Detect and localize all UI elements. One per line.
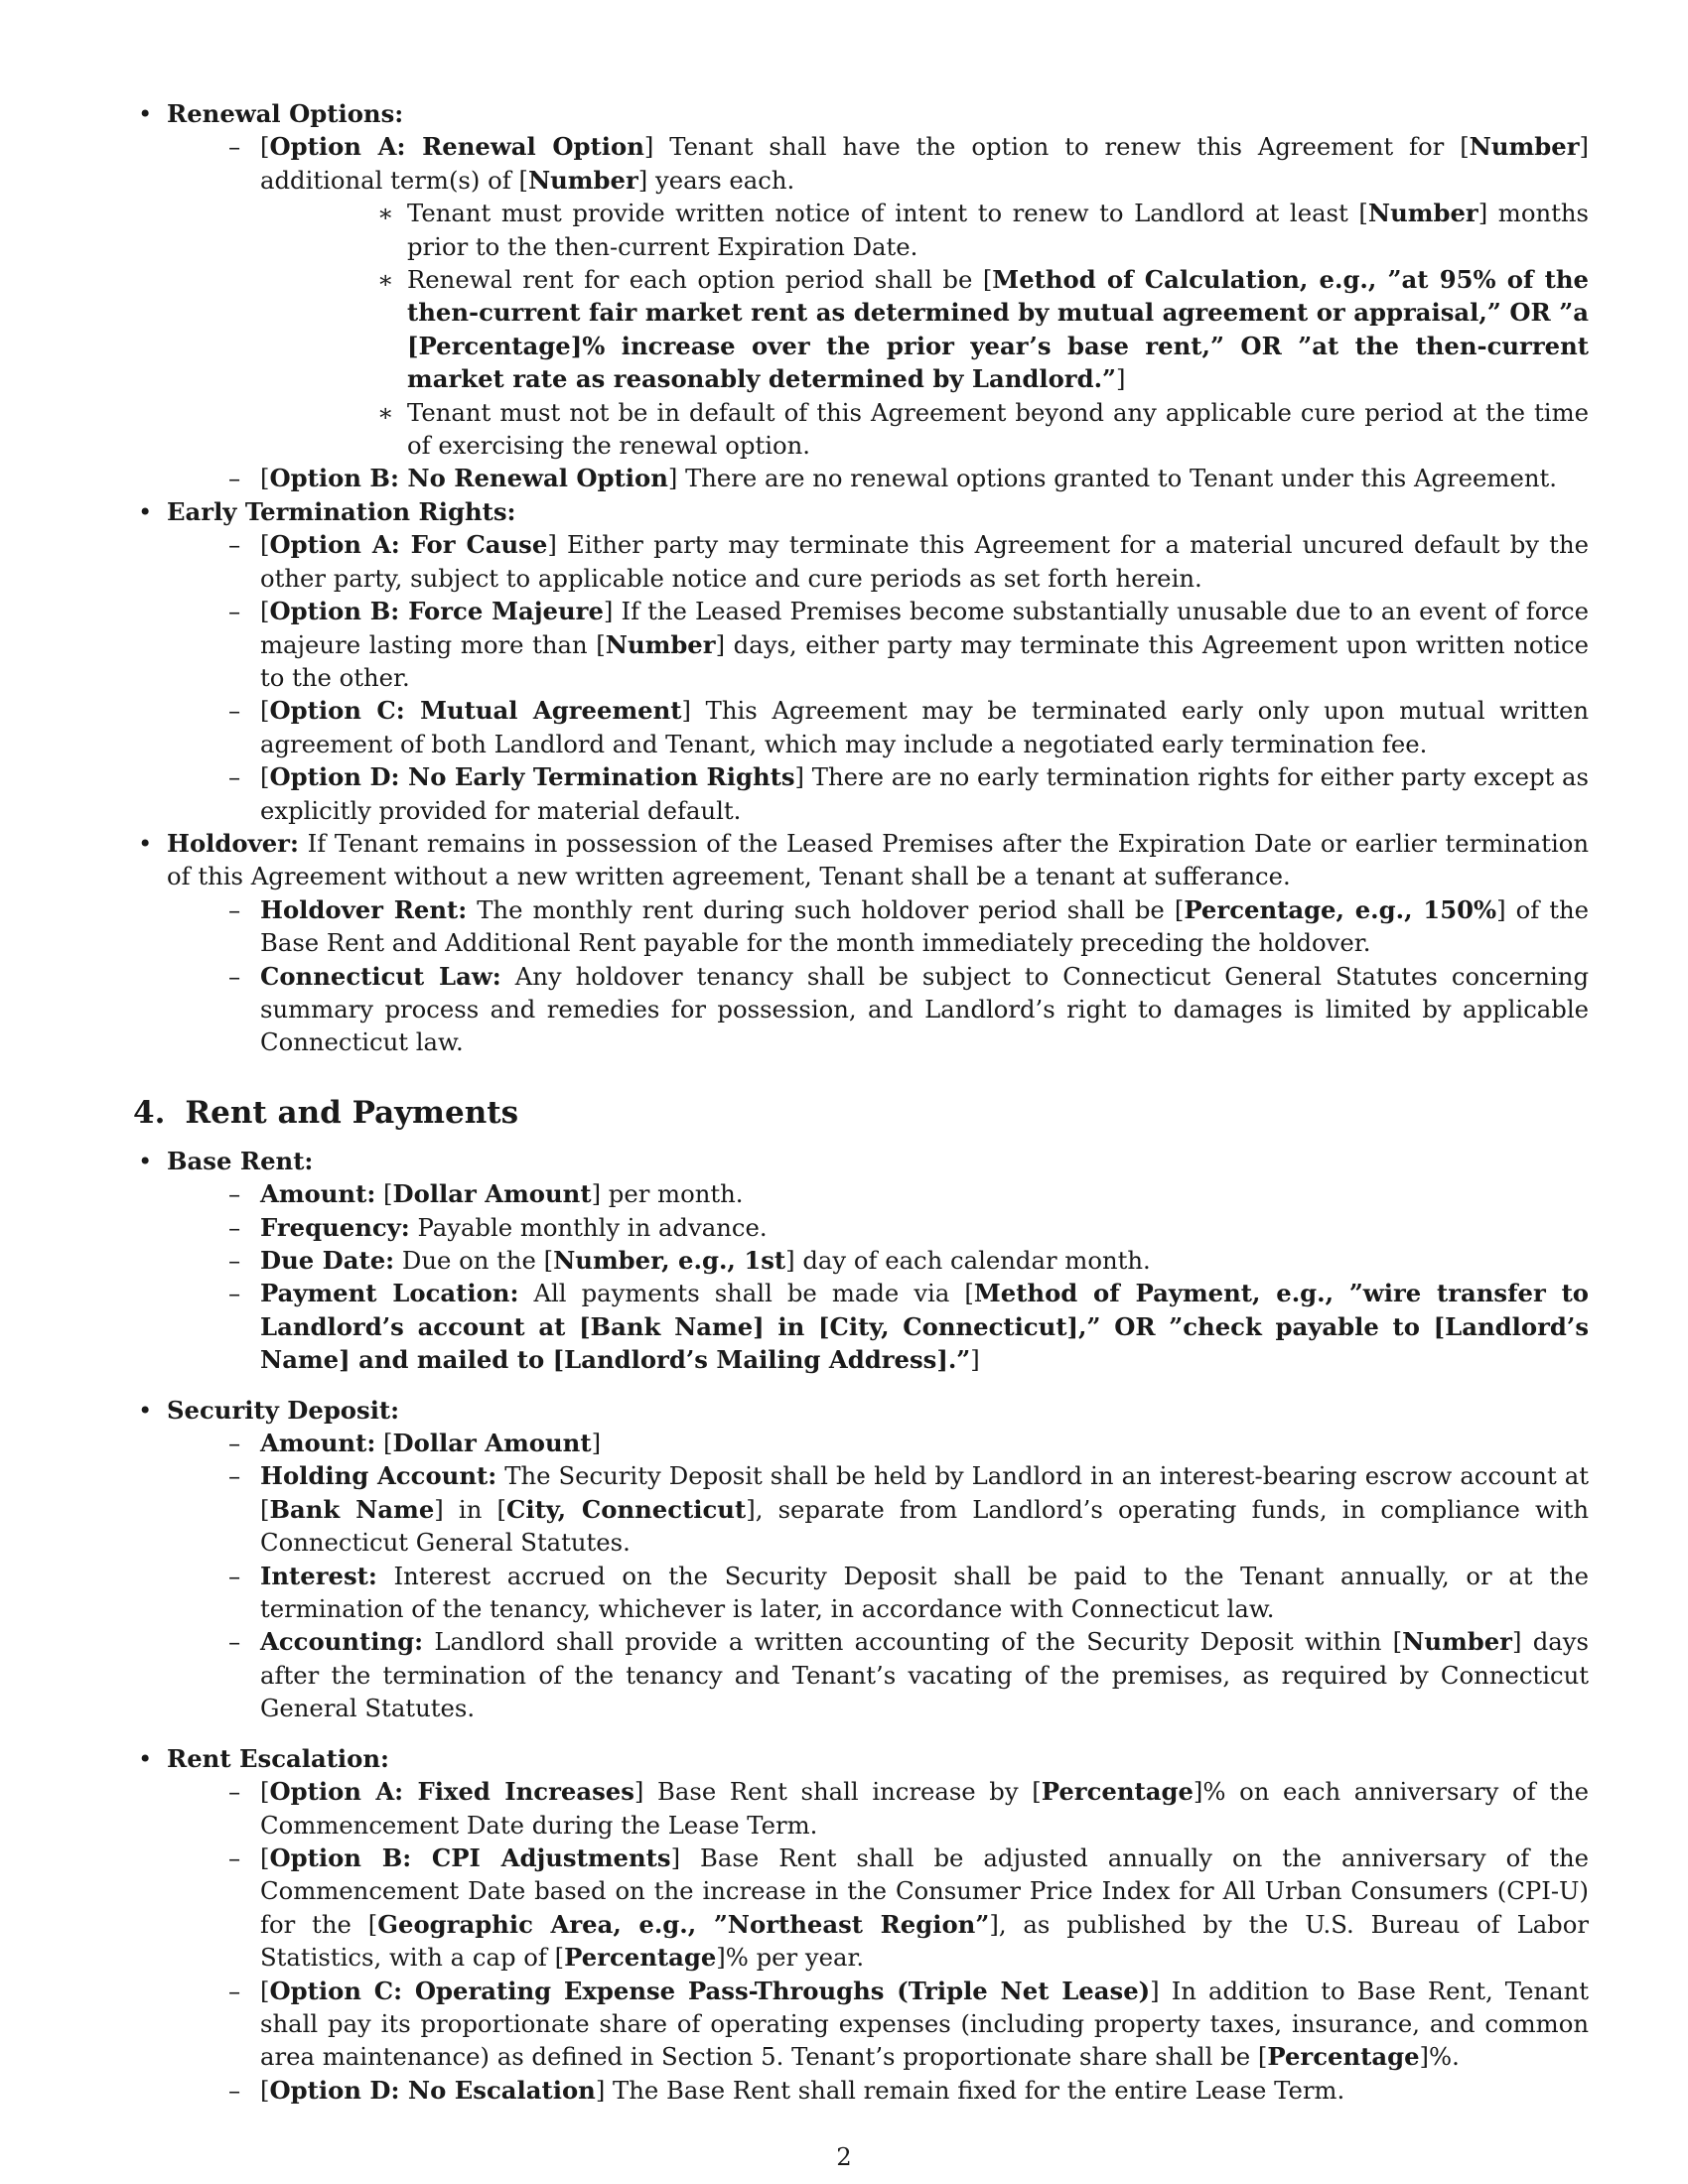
item-label: Interest:: [260, 1561, 377, 1590]
connecticut-law-item: [167, 960, 1589, 1059]
bullet-icon: •: [138, 1146, 153, 1175]
security-deposit-item: [133, 1394, 1589, 1725]
dash-icon: –: [228, 696, 241, 726]
placeholder: Percentage: [1267, 2042, 1420, 2072]
early-termination-list: [167, 528, 1589, 827]
option-label: Option A: Renewal Option: [269, 132, 644, 162]
text: years each.: [647, 165, 795, 195]
bullet-icon: •: [138, 1395, 153, 1425]
escalation-option-d: – [Option D: No Escalation] The Base Rent shall remain fixed for the entire Lease Term.: [167, 2074, 1589, 2107]
placeholder: Percentage: [1041, 1777, 1194, 1807]
text: Tenant must provide written notice of intent to renew to Landlord at least: [407, 199, 1359, 228]
renewal-rent-item: ∗ Renewal rent for each option period shall be [Method of Calculation, e.g., ”at 95% of the then-current fair market rent as determined by mutual agreement or appraisal,” OR ”a [Percentage]% increase over the prior year’s base rent,” OR ”at the then-current market rate as reasonably determined by Landlord.”]: [377, 265, 1589, 394]
text: All payments shall be made via: [518, 1279, 965, 1308]
text: The Security Deposit shall be held by Landlord in an interest-bearing escrow account at: [496, 1461, 1589, 1491]
option-label: Option B: CPI Adjustments: [269, 1843, 671, 1872]
text: Tenant must not be in default of this Agreement beyond any applicable cure period at the time of exercising the renewal option.: [407, 397, 1589, 461]
text: Due on the: [394, 1246, 544, 1275]
escalation-option-c: – [Option C: Operating Expense Pass-Throughs (Triple Net Lease)] In addition to Base Rent, Tenant shall pay its proportionate share of operating expenses (including property taxes, insurance, and common area maintenance) as defined in Section 5. Tenant’s proportionate share shall be [Percentage]%.: [228, 1976, 1589, 2072]
dash-icon: –: [228, 1843, 241, 1872]
text: There are no early termination rights for either party except as explicitly provided for material default.: [260, 762, 1589, 825]
option-label: Option B: Force Majeure: [269, 597, 604, 626]
dash-icon: –: [228, 1246, 241, 1275]
dash-icon: –: [228, 1461, 241, 1491]
option-label: Option A: Fixed Increases: [269, 1777, 634, 1807]
text: days after the termination of the tenancy and Tenant’s vacating of the premises, as required by Connecticut General Statutes.: [260, 1627, 1589, 1723]
rent-escalation-list: [167, 1775, 1589, 2107]
item-label: Due Date:: [260, 1246, 395, 1275]
dash-icon: –: [228, 2075, 241, 2105]
text: per year.: [748, 1943, 865, 1973]
item-label: Payment Location:: [260, 1279, 519, 1308]
text: on each anniversary of the Commencement Date during the Lease Term.: [260, 1777, 1590, 1840]
base-rent-frequency: [167, 1211, 1589, 1244]
item-label: Frequency:: [260, 1212, 410, 1242]
dash-icon: –: [228, 132, 241, 162]
page-content: [133, 97, 1589, 2107]
placeholder: Method of Calculation, e.g., ”at 95% of the then-current fair market rent as determined by mutual agreement or appraisal,” OR ”a [Percentage]% increase over the prior year’s base rent,” OR ”at the then-current market rate as reasonably determined by Landlord.”: [407, 265, 1589, 394]
text: Renewal rent for each option period shall be: [407, 265, 983, 295]
security-deposit-list: [167, 1427, 1589, 1725]
text: If Tenant remains in possession of the Leased Premises after the Expiration Date or earlier termination of this Agreement without a new written agreement, Tenant shall be a tenant at sufferance.: [167, 828, 1589, 891]
section-number: 4.: [133, 1094, 166, 1131]
item-label: Amount:: [260, 1179, 376, 1209]
escalation-option-a: – [Option A: Fixed Increases] Base Rent shall increase by [Percentage]% on each anniversary of the Commencement Date during the Lease Term.: [228, 1777, 1590, 1840]
text: of the Base Rent and Additional Rent payable for the month immediately preceding the holdover.: [260, 894, 1590, 958]
text: Base Rent shall be adjusted annually on the anniversary of the Commencement Date based on the increase in the Consumer Price Index for All Urban Consumers (CPI-U) for the: [260, 1843, 1590, 1939]
bullet-icon: •: [138, 496, 153, 526]
holdover-rent-item: – Holdover Rent: The monthly rent during such holdover period shall be [Percentage, e.g., 150%] of the Base Rent and Additional Rent payable for the month immediately preceding the holdover.: [228, 894, 1590, 958]
renewal-option-a: – [Option A: Renewal Option] Tenant shall have the option to renew this Agreement for [Number] additional term(s) of [Number] years each. ∗ Tenant must provide written notice of intent to renew to Landlord at least [Number] months prior to the then-current Expiration Date. ∗ Renewal rent for each option period shall be [Method of Calculation, e.g., ”at 95% of the then-current fair market rent as determined by mutual agreement or appraisal,” OR ”a [Percentage]% increase over the prior year’s base rent,” OR ”at the then-current market rate as reasonably determined by Landlord.”] ∗ Tenant must not be in default of this Agreement beyond any applicable cure period at the time of exercising the renewal option.: [167, 130, 1589, 462]
security-holding-account: – Holding Account: The Security Deposit shall be held by Landlord in an interest-bearing escrow account at [Bank Name] in [City, Connecticut], separate from Landlord’s operating funds, in compliance with Connecticut General Statutes.: [228, 1461, 1589, 1558]
bullet-icon: •: [138, 1743, 153, 1773]
base-rent-label: Base Rent:: [167, 1146, 314, 1175]
placeholder: City, Connecticut: [506, 1494, 747, 1524]
placeholder: Percentage, e.g., 150%: [1184, 894, 1497, 924]
dash-icon: –: [228, 894, 241, 924]
text: Any holdover tenancy shall be subject to Connecticut General Statutes concerning summary process and remedies for possession, and Landlord’s right to damages is limited by applicable Connecticut law.: [260, 961, 1589, 1057]
text: Base Rent shall increase by: [643, 1777, 1033, 1807]
base-rent-payment-location: – Payment Location: All payments shall be made via [Method of Payment, e.g., ”wire transfer to Landlord’s account at [Bank Name] in [City, Connecticut],” OR ”check payable to [Landlord’s Name] and mailed to [Landlord’s Mailing Address].”]: [228, 1279, 1590, 1375]
dash-icon: –: [228, 530, 241, 560]
placeholder: Dollar Amount: [392, 1179, 592, 1209]
placeholder: Bank Name: [269, 1494, 435, 1524]
placeholder: Number: [527, 165, 638, 195]
renewal-default-item: [260, 396, 1589, 463]
placeholder: Method of Payment, e.g., ”wire transfer to Landlord’s account at [Bank Name] in [City, Connecticut],” OR ”check payable to [Landlord’s Name] and mailed to [Landlord’s Mailing Address].”: [260, 1279, 1590, 1375]
termination-option-a: – [Option A: For Cause] Either party may terminate this Agreement for a material uncured default by the other party, subject to applicable notice and cure periods as set forth herein.: [228, 530, 1589, 593]
option-label: Option D: No Early Termination Rights: [269, 762, 795, 792]
text: months prior to the then-current Expiration Date.: [407, 199, 1589, 261]
dash-icon: –: [228, 1179, 241, 1209]
option-label: Option C: Operating Expense Pass-Throughs (Triple Net Lease): [269, 1976, 1151, 2005]
section4-wrapper: [133, 1093, 1589, 1133]
dash-icon: –: [228, 762, 241, 792]
text: There are no renewal options granted to Tenant under this Agreement.: [677, 464, 1557, 493]
item-label: Accounting:: [260, 1627, 424, 1657]
placeholder: Number: [605, 629, 716, 659]
asterisk-icon: ∗: [377, 265, 394, 295]
dash-icon: –: [228, 1561, 241, 1590]
termination-option-b: – [Option B: Force Majeure] If the Leased Premises become substantially unusable due to an event of force majeure lasting more than [Number] days, either party may terminate this Agreement upon written notice to the other.: [228, 597, 1590, 692]
text: .: [1452, 2042, 1460, 2072]
text: This Agreement may be terminated early only upon mutual written agreement of both Landlord and Tenant, which may include a negotiated early termination fee.: [260, 696, 1590, 758]
rent-escalation-label: Rent Escalation:: [167, 1743, 389, 1773]
text: If the Leased Premises become substantially unusable due to an event of force majeure lasting more than: [260, 597, 1589, 659]
bullet-icon: •: [138, 828, 153, 858]
text: In addition to Base Rent, Tenant shall pay its proportionate share of operating expenses (including property taxes, insurance, and common area maintenance) as defined in Section 5. Tenant’s proportionate share shall be: [260, 1976, 1589, 2072]
rent-escalation-item: [133, 1742, 1589, 2107]
text: The monthly rent during such holdover period shall be: [467, 894, 1175, 924]
base-rent-due-date: – Due Date: Due on the [Number, e.g., 1st] day of each calendar month.: [167, 1244, 1589, 1277]
text: The Base Rent shall remain fixed for the entire Lease Term.: [605, 2075, 1345, 2105]
text: day of each calendar month.: [794, 1246, 1151, 1275]
renewal-options-label: Renewal Options:: [167, 99, 404, 128]
placeholder: Dollar Amount: [392, 1429, 592, 1458]
base-rent-list: [167, 1177, 1589, 1376]
placeholder: Number, e.g., 1st: [553, 1246, 786, 1275]
option-label: Option C: Mutual Agreement: [269, 696, 682, 726]
renewal-option-a-sublist: [260, 197, 1589, 462]
dash-icon: –: [228, 1429, 241, 1458]
item-label: Holding Account:: [260, 1461, 497, 1491]
text: Interest accrued on the Security Deposit shall be paid to the Tenant annually, or at the termination of the tenancy, whichever is later, in accordance with Connecticut law.: [260, 1561, 1589, 1624]
termination-option-c: – [Option C: Mutual Agreement] This Agreement may be terminated early only upon mutual written agreement of both Landlord and Tenant, which may include a negotiated early termination fee.: [228, 696, 1590, 758]
placeholder: Number: [1469, 132, 1580, 162]
section-title: Rent and Payments: [185, 1094, 519, 1131]
section-heading: [133, 1093, 1589, 1133]
text: , as published by the U.S. Bureau of Labor Statistics, with a cap of: [260, 1909, 1589, 1973]
dash-icon: –: [228, 1777, 241, 1807]
text: Payable monthly in advance.: [409, 1212, 768, 1242]
security-amount: – Amount: [Dollar Amount]: [167, 1427, 1589, 1459]
termination-option-d: – [Option D: No Early Termination Rights] There are no early termination rights for either party except as explicitly provided for material default.: [228, 762, 1589, 825]
text: in: [443, 1494, 497, 1524]
security-accounting: – Accounting: Landlord shall provide a written accounting of the Security Deposit within [Number] days after the termination of the tenancy and Tenant’s vacating of the premises, as required by Connecticut General Statutes.: [228, 1627, 1589, 1723]
dash-icon: –: [228, 1212, 241, 1242]
holdover-item: [133, 827, 1589, 1059]
renewal-options-list: [167, 130, 1589, 494]
security-deposit-label: Security Deposit:: [167, 1395, 400, 1425]
item-label: Amount:: [260, 1429, 376, 1458]
text: Landlord shall provide a written accounting of the Security Deposit within: [423, 1627, 1393, 1657]
text: per month.: [601, 1179, 744, 1209]
dash-icon: –: [228, 1627, 241, 1657]
renewal-option-b: – [Option B: No Renewal Option] There are no renewal options granted to Tenant under this Agreement.: [167, 462, 1589, 494]
option-label: Option A: For Cause: [269, 530, 548, 560]
option-label: Option B: No Renewal Option: [269, 464, 668, 493]
item-label: Connecticut Law:: [260, 961, 501, 991]
text: days, either party may terminate this Agreement upon written notice to the other.: [260, 629, 1590, 692]
text: , separate from Landlord’s operating funds, in compliance with Connecticut General Statutes.: [260, 1494, 1589, 1558]
placeholder: Geographic Area, e.g., ”Northeast Region”: [377, 1909, 990, 1939]
renewal-notice-item: ∗ Tenant must provide written notice of intent to renew to Landlord at least [Number] months prior to the then-current Expiration Date.: [377, 199, 1589, 261]
text: Either party may terminate this Agreement for a material uncured default by the other party, subject to applicable notice and cure periods as set forth herein.: [260, 530, 1589, 593]
text: additional term(s) of: [260, 165, 519, 195]
holdover-label: Holdover:: [167, 828, 299, 858]
text: Tenant shall have the option to renew this Agreement for: [653, 132, 1461, 162]
placeholder: Number: [1402, 1627, 1512, 1657]
dash-icon: –: [228, 961, 241, 991]
early-termination-item: [133, 495, 1589, 827]
option-label: Option D: No Escalation: [269, 2075, 596, 2105]
holdover-list: [167, 893, 1589, 1059]
placeholder: Percentage: [564, 1943, 717, 1973]
dash-icon: –: [228, 597, 241, 626]
base-rent-amount: – Amount: [Dollar Amount] per month.: [167, 1177, 1589, 1210]
section3-list: [133, 97, 1589, 2107]
dash-icon: –: [228, 1279, 241, 1308]
asterisk-icon: ∗: [377, 199, 394, 228]
page-number: 2: [836, 2142, 852, 2171]
item-label: Holdover Rent:: [260, 894, 468, 924]
renewal-options-item: [133, 97, 1589, 495]
dash-icon: –: [228, 1976, 241, 2005]
base-rent-item: [133, 1145, 1589, 1377]
bullet-icon: •: [138, 99, 153, 128]
security-interest: [167, 1560, 1589, 1626]
dash-icon: –: [228, 464, 241, 493]
escalation-option-b: – [Option B: CPI Adjustments] Base Rent shall be adjusted annually on the anniversary of the Commencement Date based on the increase in the Consumer Price Index for All Urban Consumers (CPI-U) for the [Geographic Area, e.g., ”Northeast Region”], as published by the U.S. Bureau of Labor Statistics, with a cap of [Percentage]% per year.: [228, 1843, 1590, 1973]
asterisk-icon: ∗: [377, 397, 394, 427]
placeholder: Number: [1367, 199, 1478, 228]
early-termination-label: Early Termination Rights:: [167, 496, 516, 526]
